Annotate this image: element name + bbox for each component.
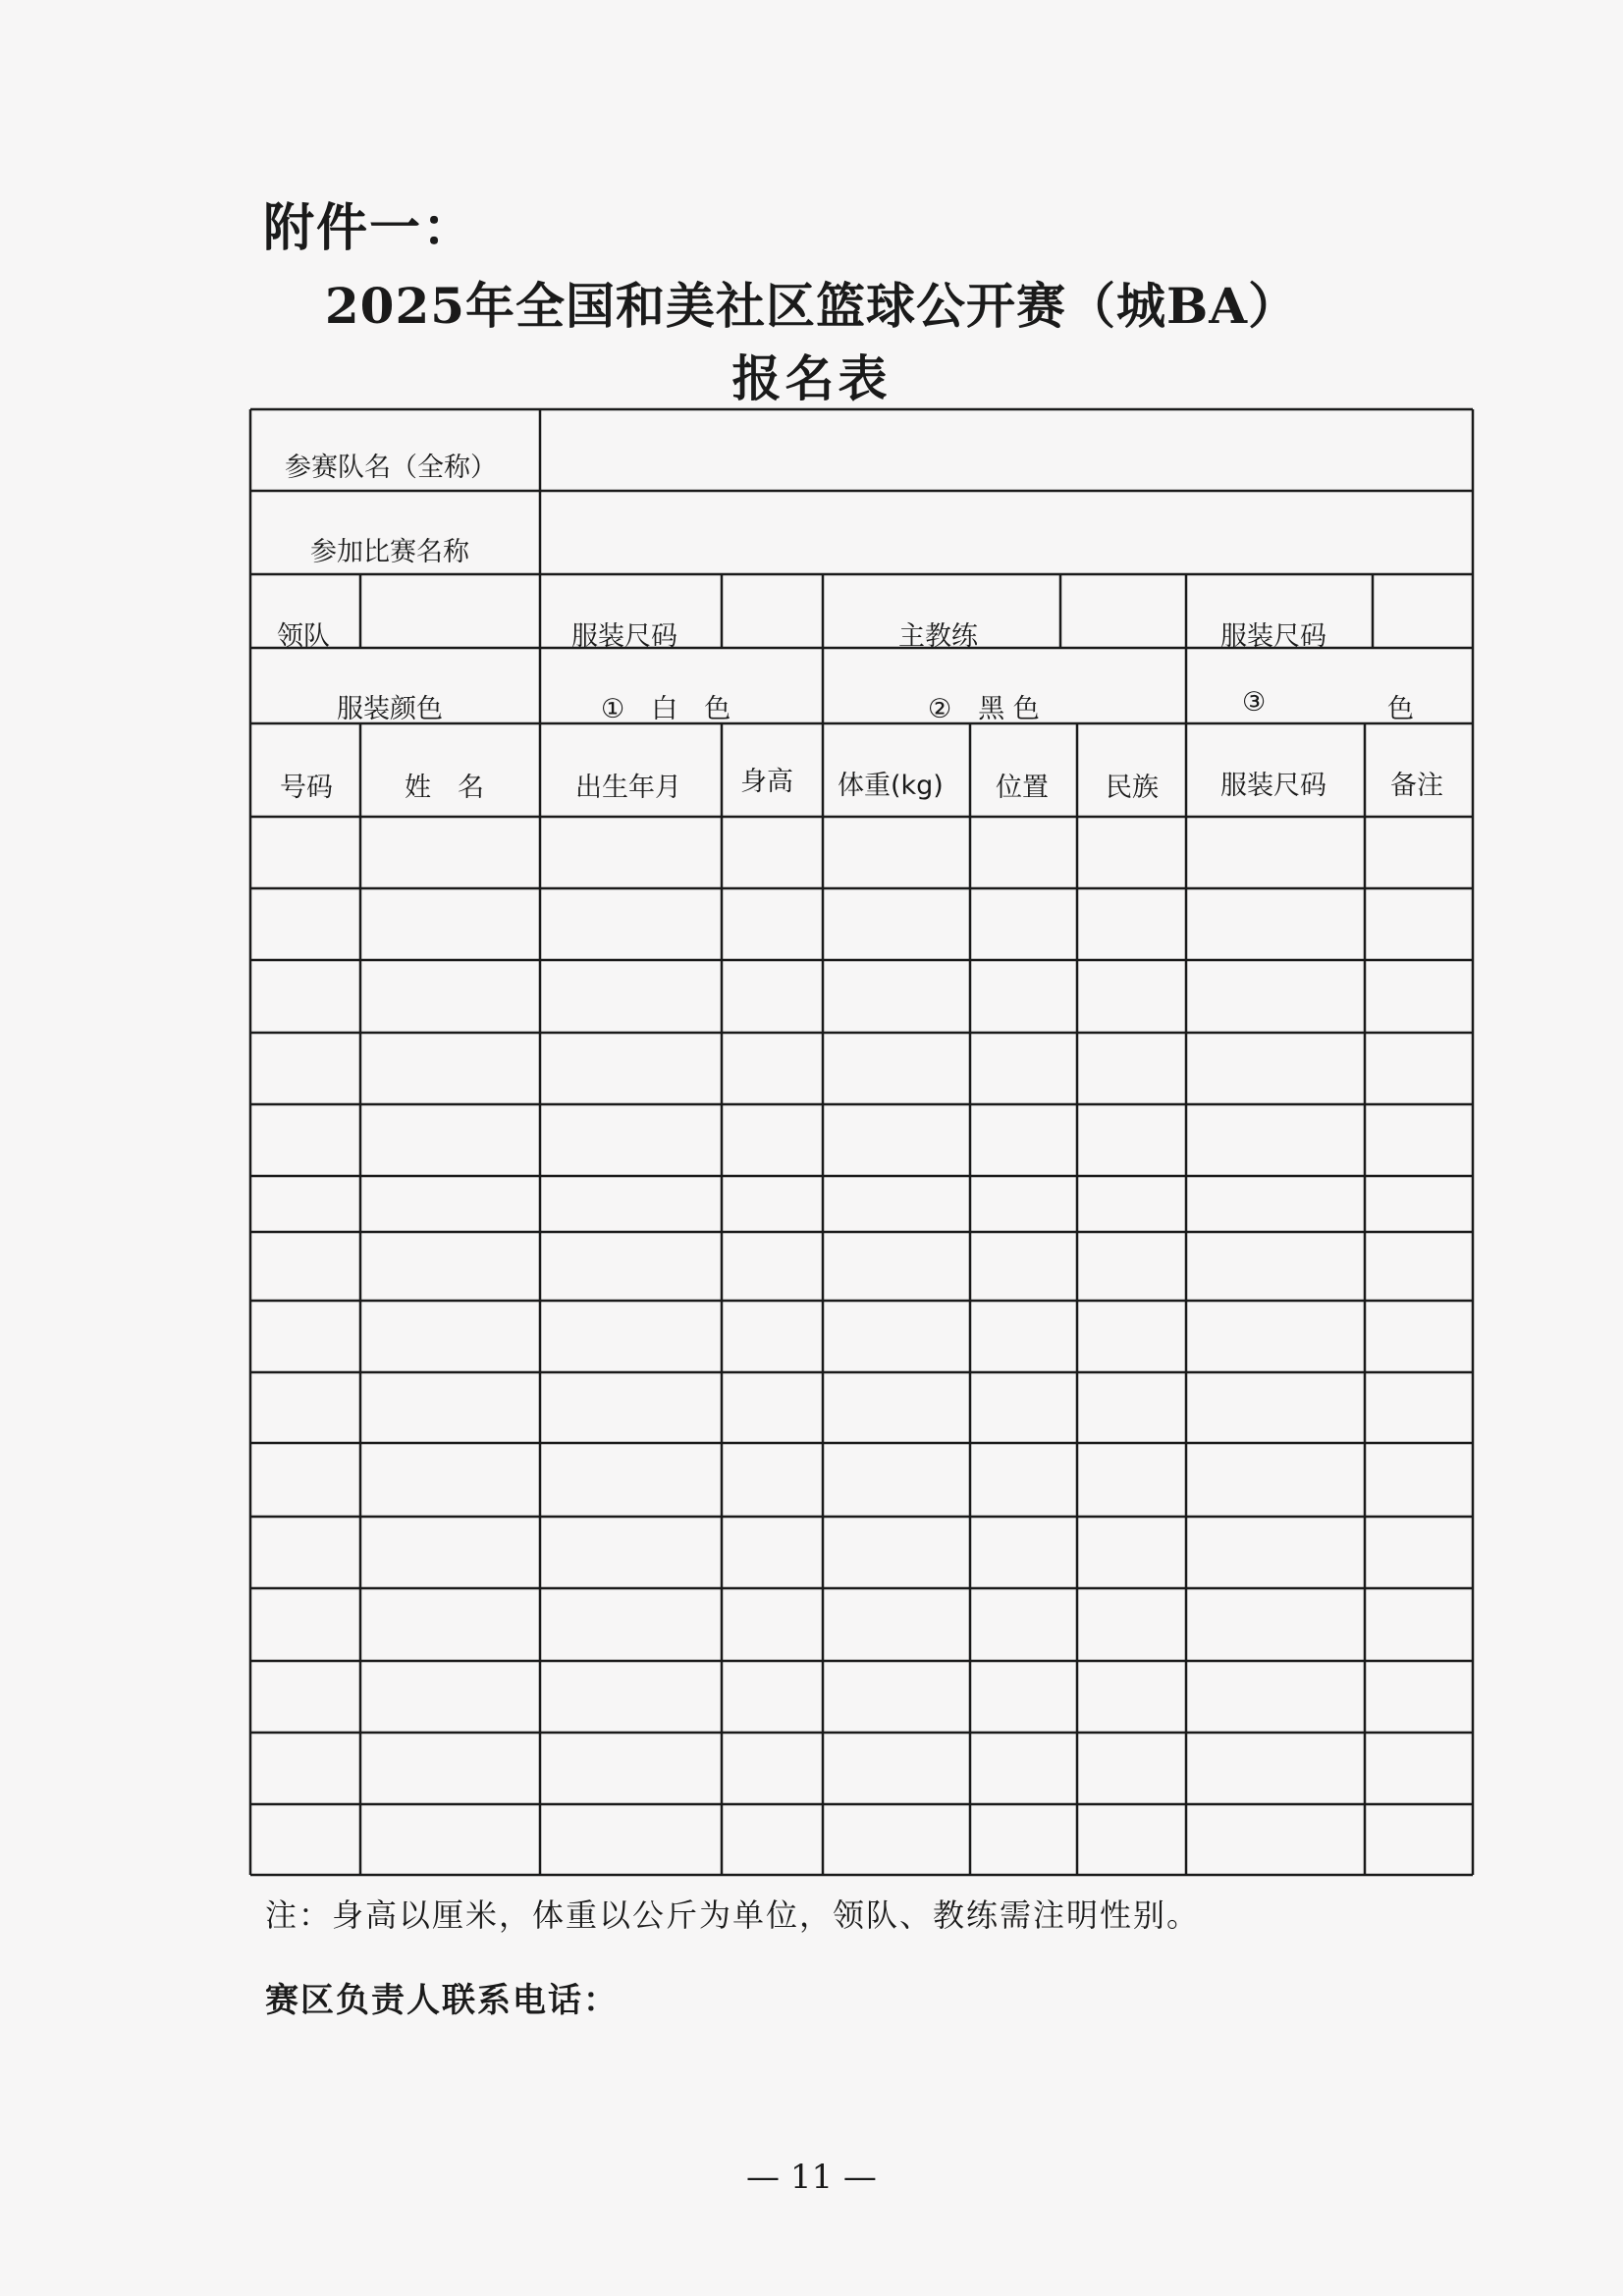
head-coach-label: 主教练 — [898, 621, 978, 652]
column-header-height: 身高 — [740, 767, 793, 797]
page-number: — 11 — — [746, 2158, 877, 2197]
attachment-label: 附件一： — [263, 199, 476, 258]
column-header-ethnicity: 民族 — [1106, 773, 1159, 803]
color-option-3-suffix: 色 — [1387, 694, 1414, 724]
leader-size-label: 服装尺码 — [571, 621, 677, 652]
column-header-position: 位置 — [996, 773, 1049, 803]
form-title: 2025年全国和美社区篮球公开赛（城BA） — [324, 277, 1299, 335]
leader-label: 领队 — [277, 621, 330, 652]
column-header-birth: 出生年月 — [575, 773, 681, 803]
column-header-name: 姓 名 — [405, 773, 484, 803]
coach-size-label: 服装尺码 — [1220, 621, 1326, 652]
color-option-white: ① 白 色 — [601, 694, 731, 724]
column-header-weight: 体重(kg) — [838, 771, 944, 801]
uniform-color-label-text: 服装颜色 — [337, 694, 443, 724]
column-header-number: 号码 — [280, 773, 333, 803]
column-header-size: 服装尺码 — [1220, 771, 1326, 801]
form-subtitle: 报名表 — [731, 349, 892, 407]
color-option-3-number: ③ — [1242, 687, 1267, 718]
team-name-label: 参赛队名（全称） — [285, 453, 497, 483]
color-option-black: ② 黑 色 — [928, 694, 1040, 724]
contact-label: 赛区负责人联系电话： — [265, 1981, 619, 2020]
column-header-remarks: 备注 — [1390, 771, 1443, 801]
footnote: 注：身高以厘米，体重以公斤为单位，领队、教练需注明性别。 — [265, 1896, 1201, 1934]
competition-name-label: 参加比赛名称 — [310, 537, 469, 567]
